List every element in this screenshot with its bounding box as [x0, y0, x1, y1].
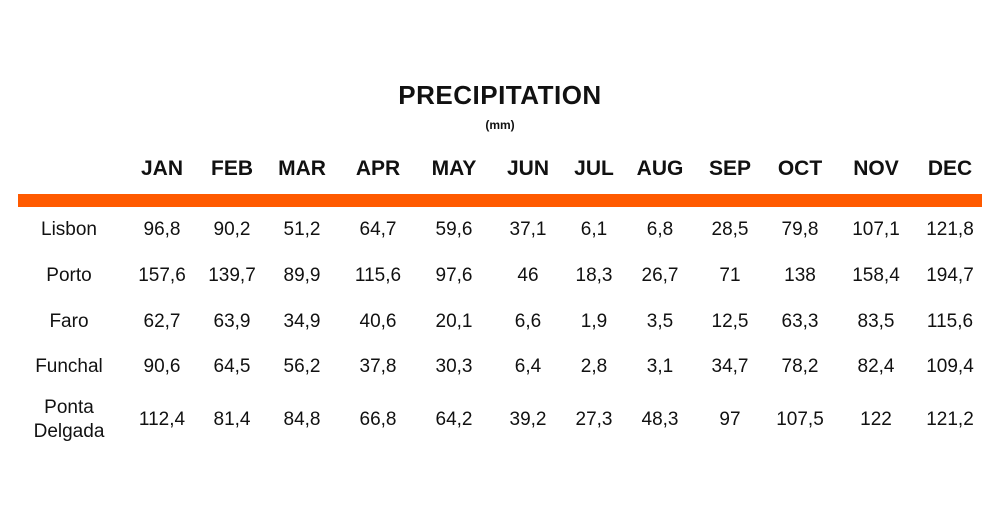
table-cell: 121,2 — [926, 409, 974, 430]
column-header-aug: AUG — [636, 157, 684, 180]
table-cell: 78,2 — [781, 356, 819, 377]
column-header-sep: SEP — [708, 157, 752, 180]
table-cell: 84,8 — [283, 409, 321, 430]
column-header-oct: OCT — [777, 157, 823, 180]
column-header-feb: FEB — [211, 157, 253, 180]
row-label-line: Delgada — [33, 421, 105, 442]
table-cell: 37,1 — [509, 219, 547, 240]
table-cell: 90,2 — [213, 219, 251, 240]
column-header-jun: JUN — [506, 157, 549, 180]
table-cell: 12,5 — [711, 311, 749, 332]
column-header-jan: JAN — [140, 157, 183, 180]
table-subtitle: (mm) — [485, 118, 515, 132]
table-cell: 6,4 — [514, 356, 542, 377]
table-cell: 139,7 — [208, 265, 256, 286]
table-cell: 56,2 — [283, 356, 321, 377]
row-label-line: Funchal — [35, 356, 103, 377]
column-header-apr: APR — [355, 157, 401, 180]
row-label — [9, 355, 129, 379]
table-cell: 158,4 — [852, 265, 900, 286]
row-label-line: Faro — [49, 311, 89, 332]
table-cell: 109,4 — [926, 356, 974, 377]
table-cell: 79,8 — [781, 219, 819, 240]
table-cell: 6,8 — [646, 219, 674, 240]
table-cell: 30,3 — [435, 356, 473, 377]
table-cell: 121,8 — [926, 219, 974, 240]
table-cell: 115,6 — [926, 311, 974, 332]
table-cell: 115,6 — [354, 265, 402, 286]
column-header-may: MAY — [431, 157, 477, 180]
table-cell: 6,6 — [514, 311, 542, 332]
column-header-nov: NOV — [853, 157, 899, 180]
table-cell: 28,5 — [711, 219, 749, 240]
table-cell: 82,4 — [857, 356, 895, 377]
table-cell: 18,3 — [575, 265, 613, 286]
table-cell: 20,1 — [435, 311, 473, 332]
table-cell: 90,6 — [143, 356, 181, 377]
table-cell: 64,2 — [435, 409, 473, 430]
table-cell: 97 — [719, 409, 741, 430]
row-label — [9, 396, 129, 444]
table-cell: 89,9 — [283, 265, 321, 286]
table-cell: 59,6 — [435, 219, 473, 240]
table-cell: 122 — [860, 409, 892, 430]
table-cell: 63,3 — [781, 311, 819, 332]
table-cell: 1,9 — [580, 311, 608, 332]
table-title: PRECIPITATION — [398, 80, 602, 110]
row-label-line: Ponta — [44, 397, 94, 418]
table-cell: 157,6 — [138, 265, 186, 286]
table-cell: 138 — [784, 265, 816, 286]
table-cell: 112,4 — [138, 409, 186, 430]
table-cell: 194,7 — [926, 265, 974, 286]
table-cell: 34,7 — [711, 356, 749, 377]
table-cell: 51,2 — [283, 219, 321, 240]
table-cell: 2,8 — [580, 356, 608, 377]
table-cell: 64,5 — [213, 356, 251, 377]
column-header-jul: JUL — [574, 157, 614, 180]
table-cell: 107,5 — [776, 409, 824, 430]
row-label — [9, 218, 129, 242]
table-cell: 81,4 — [213, 409, 251, 430]
row-label-line: Porto — [46, 265, 92, 286]
column-header-dec: DEC — [927, 157, 973, 180]
column-header-mar: MAR — [278, 157, 326, 180]
table-cell: 48,3 — [641, 409, 679, 430]
table-cell: 37,8 — [359, 356, 397, 377]
table-cell: 46 — [517, 265, 539, 286]
table-cell: 71 — [719, 265, 741, 286]
table-cell: 66,8 — [359, 409, 397, 430]
table-cell: 26,7 — [641, 265, 679, 286]
table-cell: 64,7 — [359, 219, 397, 240]
table-cell: 3,5 — [646, 311, 674, 332]
row-label — [9, 310, 129, 334]
table-cell: 40,6 — [359, 311, 397, 332]
header-divider-bar — [18, 194, 982, 207]
table-cell: 27,3 — [575, 409, 613, 430]
table-cell: 107,1 — [852, 219, 900, 240]
table-cell: 97,6 — [435, 265, 473, 286]
table-cell: 83,5 — [857, 311, 895, 332]
row-label — [9, 264, 129, 288]
table-cell: 6,1 — [580, 219, 608, 240]
table-cell: 63,9 — [213, 311, 251, 332]
table-cell: 62,7 — [143, 311, 181, 332]
table-cell: 39,2 — [509, 409, 547, 430]
table-cell: 34,9 — [283, 311, 321, 332]
table-cell: 3,1 — [646, 356, 674, 377]
table-cell: 96,8 — [143, 219, 181, 240]
row-label-line: Lisbon — [41, 219, 97, 240]
